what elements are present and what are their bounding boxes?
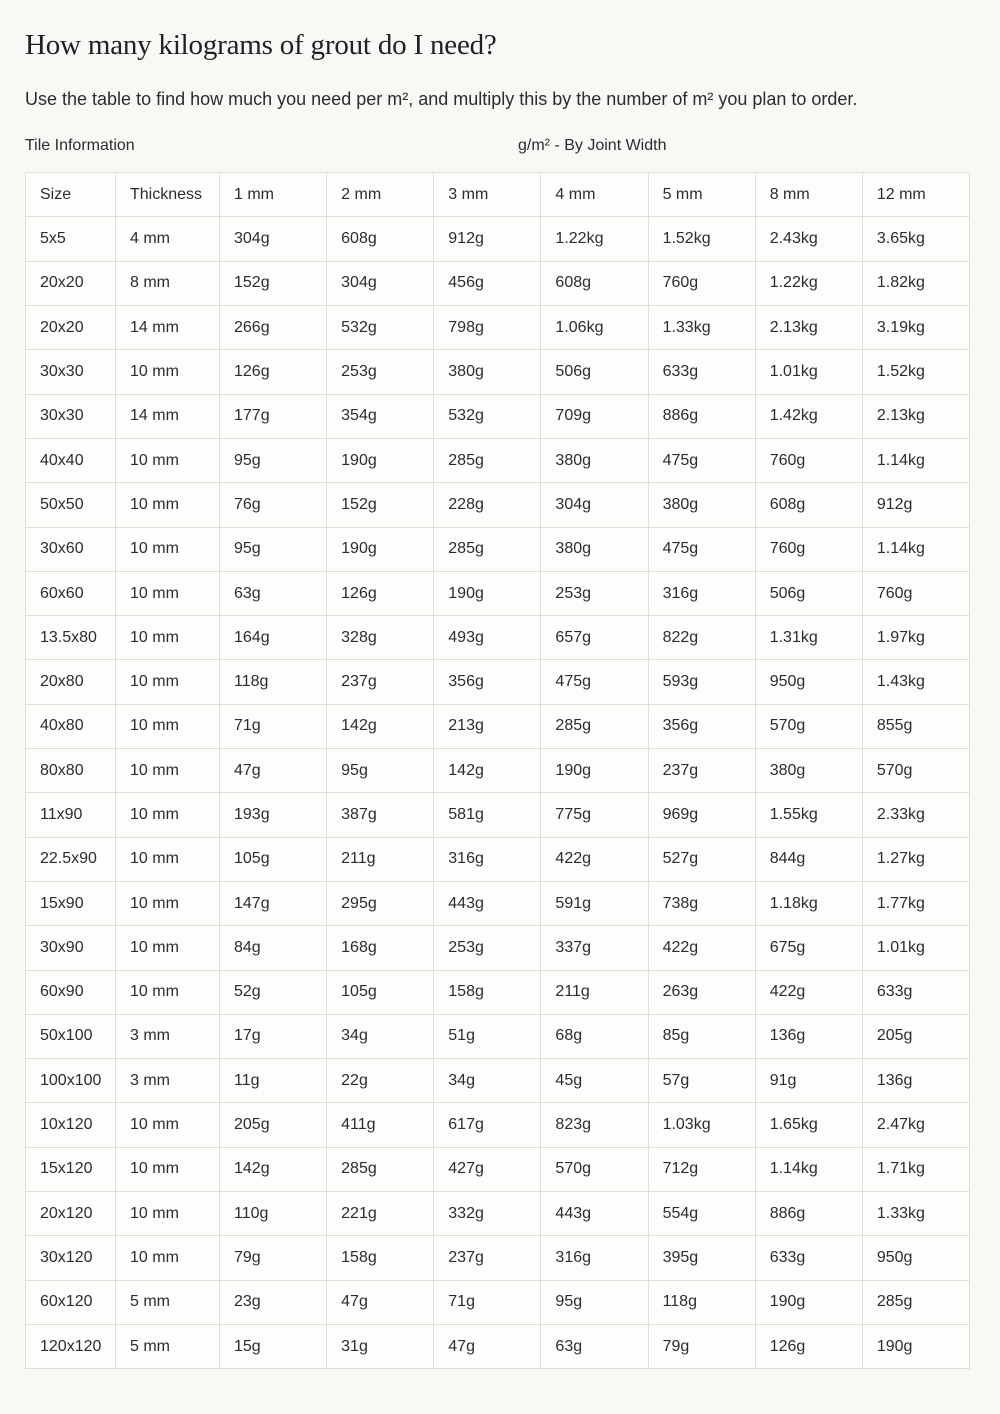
size-cell: 40x40 bbox=[26, 438, 116, 482]
grout-amount-cell: 380g bbox=[755, 749, 862, 793]
grout-amount-cell: 95g bbox=[541, 1280, 648, 1324]
thickness-cell: 10 mm bbox=[116, 527, 220, 571]
grout-amount-cell: 213g bbox=[434, 704, 541, 748]
grout-amount-cell: 328g bbox=[327, 616, 434, 660]
grout-amount-cell: 1.03kg bbox=[648, 1103, 755, 1147]
grout-amount-cell: 1.52kg bbox=[648, 217, 755, 261]
grout-amount-cell: 356g bbox=[434, 660, 541, 704]
grout-amount-cell: 110g bbox=[220, 1192, 327, 1236]
grout-amount-cell: 190g bbox=[541, 749, 648, 793]
grout-amount-cell: 1.43kg bbox=[862, 660, 969, 704]
size-cell: 30x30 bbox=[26, 350, 116, 394]
grout-amount-cell: 633g bbox=[862, 970, 969, 1014]
grout-amount-cell: 211g bbox=[541, 970, 648, 1014]
grout-amount-cell: 190g bbox=[327, 438, 434, 482]
column-header: 4 mm bbox=[541, 173, 648, 217]
grout-amount-cell: 1.97kg bbox=[862, 616, 969, 660]
size-cell: 120x120 bbox=[26, 1324, 116, 1368]
size-cell: 60x90 bbox=[26, 970, 116, 1014]
grout-amount-cell: 760g bbox=[862, 571, 969, 615]
grout-amount-cell: 475g bbox=[648, 527, 755, 571]
size-cell: 40x80 bbox=[26, 704, 116, 748]
thickness-cell: 3 mm bbox=[116, 1059, 220, 1103]
size-cell: 30x60 bbox=[26, 527, 116, 571]
grout-amount-cell: 1.01kg bbox=[862, 926, 969, 970]
grout-amount-cell: 105g bbox=[220, 837, 327, 881]
grout-amount-cell: 142g bbox=[434, 749, 541, 793]
grout-amount-cell: 798g bbox=[434, 306, 541, 350]
table-row bbox=[26, 306, 970, 350]
grout-amount-cell: 1.14kg bbox=[862, 527, 969, 571]
grout-amount-cell: 316g bbox=[434, 837, 541, 881]
column-header: 1 mm bbox=[220, 173, 327, 217]
grout-amount-cell: 136g bbox=[862, 1059, 969, 1103]
thickness-cell: 14 mm bbox=[116, 306, 220, 350]
grout-amount-cell: 126g bbox=[755, 1324, 862, 1368]
grout-amount-cell: 591g bbox=[541, 881, 648, 925]
table-row bbox=[26, 616, 970, 660]
grout-amount-cell: 506g bbox=[755, 571, 862, 615]
table-row bbox=[26, 1147, 970, 1191]
grout-amount-cell: 285g bbox=[434, 527, 541, 571]
size-cell: 15x120 bbox=[26, 1147, 116, 1191]
table-row bbox=[26, 527, 970, 571]
table-labels-row bbox=[25, 137, 970, 157]
grout-amount-cell: 285g bbox=[434, 438, 541, 482]
grout-amount-cell: 304g bbox=[327, 261, 434, 305]
table-row bbox=[26, 970, 970, 1014]
grout-amount-cell: 1.82kg bbox=[862, 261, 969, 305]
grout-amount-cell: 47g bbox=[220, 749, 327, 793]
grout-amount-cell: 387g bbox=[327, 793, 434, 837]
grout-amount-cell: 855g bbox=[862, 704, 969, 748]
table-row bbox=[26, 926, 970, 970]
grout-amount-cell: 886g bbox=[755, 1192, 862, 1236]
grout-amount-cell: 1.18kg bbox=[755, 881, 862, 925]
grout-amount-cell: 11g bbox=[220, 1059, 327, 1103]
grout-amount-cell: 263g bbox=[648, 970, 755, 1014]
grout-amount-cell: 253g bbox=[434, 926, 541, 970]
grout-amount-cell: 237g bbox=[648, 749, 755, 793]
grout-amount-cell: 63g bbox=[220, 571, 327, 615]
grout-amount-cell: 118g bbox=[220, 660, 327, 704]
size-cell: 20x80 bbox=[26, 660, 116, 704]
size-cell: 50x100 bbox=[26, 1014, 116, 1058]
grout-amount-cell: 2.33kg bbox=[862, 793, 969, 837]
grout-amount-cell: 304g bbox=[541, 483, 648, 527]
grout-amount-cell: 316g bbox=[648, 571, 755, 615]
grout-amount-cell: 608g bbox=[755, 483, 862, 527]
grout-amount-cell: 1.71kg bbox=[862, 1147, 969, 1191]
grout-amount-cell: 3.19kg bbox=[862, 306, 969, 350]
grout-amount-cell: 427g bbox=[434, 1147, 541, 1191]
grout-amount-cell: 443g bbox=[541, 1192, 648, 1236]
grout-amount-cell: 136g bbox=[755, 1014, 862, 1058]
grout-amount-cell: 712g bbox=[648, 1147, 755, 1191]
grout-amount-cell: 52g bbox=[220, 970, 327, 1014]
table-head bbox=[26, 173, 970, 217]
table-row bbox=[26, 749, 970, 793]
grout-amount-cell: 532g bbox=[434, 394, 541, 438]
grout-amount-cell: 1.22kg bbox=[755, 261, 862, 305]
table-row bbox=[26, 881, 970, 925]
grout-amount-cell: 2.47kg bbox=[862, 1103, 969, 1147]
size-cell: 30x90 bbox=[26, 926, 116, 970]
grout-amount-cell: 380g bbox=[541, 527, 648, 571]
grout-amount-cell: 506g bbox=[541, 350, 648, 394]
grout-amount-cell: 709g bbox=[541, 394, 648, 438]
grout-amount-cell: 1.22kg bbox=[541, 217, 648, 261]
column-header: 8 mm bbox=[755, 173, 862, 217]
grout-amount-cell: 912g bbox=[434, 217, 541, 261]
grout-amount-cell: 950g bbox=[862, 1236, 969, 1280]
grout-amount-cell: 1.42kg bbox=[755, 394, 862, 438]
grout-amount-cell: 57g bbox=[648, 1059, 755, 1103]
grout-amount-cell: 126g bbox=[327, 571, 434, 615]
grout-amount-cell: 164g bbox=[220, 616, 327, 660]
table-row bbox=[26, 571, 970, 615]
grout-amount-cell: 969g bbox=[648, 793, 755, 837]
grout-amount-cell: 152g bbox=[327, 483, 434, 527]
grout-amount-cell: 337g bbox=[541, 926, 648, 970]
grout-amount-cell: 760g bbox=[755, 527, 862, 571]
grout-amount-cell: 411g bbox=[327, 1103, 434, 1147]
thickness-cell: 10 mm bbox=[116, 1236, 220, 1280]
thickness-cell: 10 mm bbox=[116, 881, 220, 925]
grout-amount-cell: 152g bbox=[220, 261, 327, 305]
grout-amount-cell: 593g bbox=[648, 660, 755, 704]
table-row bbox=[26, 483, 970, 527]
grout-amount-cell: 211g bbox=[327, 837, 434, 881]
table-row bbox=[26, 660, 970, 704]
grout-amount-cell: 493g bbox=[434, 616, 541, 660]
grout-amount-cell: 190g bbox=[755, 1280, 862, 1324]
grout-amount-cell: 844g bbox=[755, 837, 862, 881]
grout-amount-cell: 332g bbox=[434, 1192, 541, 1236]
size-cell: 30x30 bbox=[26, 394, 116, 438]
size-cell: 80x80 bbox=[26, 749, 116, 793]
grout-amount-cell: 63g bbox=[541, 1324, 648, 1368]
size-cell: 20x120 bbox=[26, 1192, 116, 1236]
thickness-cell: 10 mm bbox=[116, 1192, 220, 1236]
grout-amount-cell: 266g bbox=[220, 306, 327, 350]
grout-amount-cell: 570g bbox=[541, 1147, 648, 1191]
table-row bbox=[26, 394, 970, 438]
grout-amount-cell: 570g bbox=[862, 749, 969, 793]
size-cell: 60x60 bbox=[26, 571, 116, 615]
grout-amount-cell: 316g bbox=[541, 1236, 648, 1280]
grout-amount-cell: 34g bbox=[327, 1014, 434, 1058]
size-cell: 60x120 bbox=[26, 1280, 116, 1324]
grout-amount-cell: 1.14kg bbox=[755, 1147, 862, 1191]
grout-amount-cell: 1.52kg bbox=[862, 350, 969, 394]
grout-amount-cell: 34g bbox=[434, 1059, 541, 1103]
grout-amount-cell: 190g bbox=[862, 1324, 969, 1368]
thickness-cell: 10 mm bbox=[116, 704, 220, 748]
thickness-cell: 10 mm bbox=[116, 926, 220, 970]
size-cell: 100x100 bbox=[26, 1059, 116, 1103]
grout-amount-cell: 475g bbox=[648, 438, 755, 482]
column-header: 2 mm bbox=[327, 173, 434, 217]
grout-amount-cell: 380g bbox=[648, 483, 755, 527]
grout-amount-cell: 1.55kg bbox=[755, 793, 862, 837]
table-row bbox=[26, 704, 970, 748]
size-cell: 22.5x90 bbox=[26, 837, 116, 881]
grout-amount-cell: 657g bbox=[541, 616, 648, 660]
grout-amount-cell: 1.77kg bbox=[862, 881, 969, 925]
grout-amount-cell: 380g bbox=[541, 438, 648, 482]
size-cell: 50x50 bbox=[26, 483, 116, 527]
grout-amount-cell: 47g bbox=[327, 1280, 434, 1324]
grout-quantity-table bbox=[25, 172, 970, 1369]
grout-amount-cell: 205g bbox=[220, 1103, 327, 1147]
grout-amount-cell: 422g bbox=[755, 970, 862, 1014]
table-row bbox=[26, 1014, 970, 1058]
grout-amount-cell: 237g bbox=[434, 1236, 541, 1280]
grout-amount-cell: 79g bbox=[648, 1324, 755, 1368]
grout-amount-cell: 15g bbox=[220, 1324, 327, 1368]
grout-amount-cell: 285g bbox=[862, 1280, 969, 1324]
grout-amount-cell: 126g bbox=[220, 350, 327, 394]
header-row bbox=[26, 173, 970, 217]
grout-amount-cell: 168g bbox=[327, 926, 434, 970]
thickness-cell: 10 mm bbox=[116, 1103, 220, 1147]
grout-amount-cell: 31g bbox=[327, 1324, 434, 1368]
column-header: 5 mm bbox=[648, 173, 755, 217]
page-subtitle: Use the table to find how much you need per m², and multiply this by the number of m² you plan to order. bbox=[25, 88, 858, 109]
grout-amount-cell: 253g bbox=[327, 350, 434, 394]
grout-amount-cell: 1.65kg bbox=[755, 1103, 862, 1147]
grout-amount-cell: 1.01kg bbox=[755, 350, 862, 394]
grout-amount-cell: 675g bbox=[755, 926, 862, 970]
thickness-cell: 4 mm bbox=[116, 217, 220, 261]
column-header: Thickness bbox=[116, 173, 220, 217]
grout-amount-cell: 823g bbox=[541, 1103, 648, 1147]
table-row bbox=[26, 350, 970, 394]
grout-amount-cell: 822g bbox=[648, 616, 755, 660]
table-row bbox=[26, 438, 970, 482]
grout-amount-cell: 295g bbox=[327, 881, 434, 925]
grout-amount-cell: 304g bbox=[220, 217, 327, 261]
grout-amount-cell: 190g bbox=[434, 571, 541, 615]
table-row bbox=[26, 793, 970, 837]
grout-amount-cell: 380g bbox=[434, 350, 541, 394]
grout-amount-cell: 51g bbox=[434, 1014, 541, 1058]
grout-amount-cell: 71g bbox=[220, 704, 327, 748]
grout-amount-cell: 570g bbox=[755, 704, 862, 748]
grout-amount-cell: 354g bbox=[327, 394, 434, 438]
table-row bbox=[26, 1280, 970, 1324]
grout-amount-cell: 193g bbox=[220, 793, 327, 837]
column-header: 12 mm bbox=[862, 173, 969, 217]
grout-amount-cell: 71g bbox=[434, 1280, 541, 1324]
grout-amount-cell: 22g bbox=[327, 1059, 434, 1103]
thickness-cell: 10 mm bbox=[116, 616, 220, 660]
grout-amount-cell: 177g bbox=[220, 394, 327, 438]
table-body bbox=[26, 217, 970, 1369]
column-header: Size bbox=[26, 173, 116, 217]
grout-amount-cell: 68g bbox=[541, 1014, 648, 1058]
thickness-cell: 10 mm bbox=[116, 970, 220, 1014]
thickness-cell: 10 mm bbox=[116, 793, 220, 837]
grout-amount-cell: 253g bbox=[541, 571, 648, 615]
thickness-cell: 10 mm bbox=[116, 483, 220, 527]
table-row bbox=[26, 1324, 970, 1368]
thickness-cell: 5 mm bbox=[116, 1324, 220, 1368]
thickness-cell: 10 mm bbox=[116, 438, 220, 482]
grout-amount-cell: 45g bbox=[541, 1059, 648, 1103]
size-cell: 5x5 bbox=[26, 217, 116, 261]
grout-amount-cell: 142g bbox=[220, 1147, 327, 1191]
thickness-cell: 10 mm bbox=[116, 350, 220, 394]
grout-amount-cell: 228g bbox=[434, 483, 541, 527]
grout-amount-cell: 95g bbox=[220, 527, 327, 571]
grout-amount-cell: 738g bbox=[648, 881, 755, 925]
grout-amount-cell: 190g bbox=[327, 527, 434, 571]
thickness-cell: 10 mm bbox=[116, 660, 220, 704]
grout-amount-cell: 47g bbox=[434, 1324, 541, 1368]
grout-amount-cell: 285g bbox=[541, 704, 648, 748]
grout-amount-cell: 79g bbox=[220, 1236, 327, 1280]
thickness-cell: 5 mm bbox=[116, 1280, 220, 1324]
size-cell: 11x90 bbox=[26, 793, 116, 837]
grout-amount-cell: 356g bbox=[648, 704, 755, 748]
grout-amount-cell: 2.13kg bbox=[862, 394, 969, 438]
grout-amount-cell: 285g bbox=[327, 1147, 434, 1191]
thickness-cell: 10 mm bbox=[116, 1147, 220, 1191]
page-title: How many kilograms of grout do I need? bbox=[25, 29, 497, 61]
grout-amount-cell: 1.14kg bbox=[862, 438, 969, 482]
grout-amount-cell: 1.33kg bbox=[648, 306, 755, 350]
grout-amount-cell: 3.65kg bbox=[862, 217, 969, 261]
grout-amount-cell: 91g bbox=[755, 1059, 862, 1103]
thickness-cell: 8 mm bbox=[116, 261, 220, 305]
table-row bbox=[26, 837, 970, 881]
size-cell: 13.5x80 bbox=[26, 616, 116, 660]
grout-amount-cell: 633g bbox=[648, 350, 755, 394]
column-header: 3 mm bbox=[434, 173, 541, 217]
grout-amount-cell: 422g bbox=[648, 926, 755, 970]
grout-amount-cell: 581g bbox=[434, 793, 541, 837]
grout-amount-cell: 23g bbox=[220, 1280, 327, 1324]
grout-amount-cell: 205g bbox=[862, 1014, 969, 1058]
thickness-cell: 14 mm bbox=[116, 394, 220, 438]
size-cell: 20x20 bbox=[26, 261, 116, 305]
grout-amount-cell: 95g bbox=[327, 749, 434, 793]
grout-amount-cell: 617g bbox=[434, 1103, 541, 1147]
grout-amount-cell: 158g bbox=[434, 970, 541, 1014]
tile-information-label: Tile Information bbox=[25, 137, 135, 155]
table-row bbox=[26, 1236, 970, 1280]
size-cell: 15x90 bbox=[26, 881, 116, 925]
grout-amount-cell: 443g bbox=[434, 881, 541, 925]
grout-amount-cell: 221g bbox=[327, 1192, 434, 1236]
joint-width-label: g/m² - By Joint Width bbox=[518, 137, 667, 155]
grout-amount-cell: 475g bbox=[541, 660, 648, 704]
thickness-cell: 10 mm bbox=[116, 571, 220, 615]
grout-amount-cell: 950g bbox=[755, 660, 862, 704]
grout-amount-cell: 17g bbox=[220, 1014, 327, 1058]
grout-amount-cell: 527g bbox=[648, 837, 755, 881]
table-row bbox=[26, 1059, 970, 1103]
thickness-cell: 3 mm bbox=[116, 1014, 220, 1058]
thickness-cell: 10 mm bbox=[116, 837, 220, 881]
grout-amount-cell: 554g bbox=[648, 1192, 755, 1236]
grout-amount-cell: 158g bbox=[327, 1236, 434, 1280]
grout-amount-cell: 608g bbox=[327, 217, 434, 261]
grout-amount-cell: 422g bbox=[541, 837, 648, 881]
grout-amount-cell: 532g bbox=[327, 306, 434, 350]
grout-amount-cell: 142g bbox=[327, 704, 434, 748]
grout-amount-cell: 147g bbox=[220, 881, 327, 925]
grout-amount-cell: 395g bbox=[648, 1236, 755, 1280]
grout-amount-cell: 105g bbox=[327, 970, 434, 1014]
grout-amount-cell: 95g bbox=[220, 438, 327, 482]
grout-amount-cell: 1.27kg bbox=[862, 837, 969, 881]
grout-amount-cell: 775g bbox=[541, 793, 648, 837]
grout-amount-cell: 1.31kg bbox=[755, 616, 862, 660]
grout-amount-cell: 456g bbox=[434, 261, 541, 305]
table-row bbox=[26, 217, 970, 261]
grout-amount-cell: 760g bbox=[648, 261, 755, 305]
grout-amount-cell: 84g bbox=[220, 926, 327, 970]
thickness-cell: 10 mm bbox=[116, 749, 220, 793]
grout-amount-cell: 237g bbox=[327, 660, 434, 704]
grout-amount-cell: 760g bbox=[755, 438, 862, 482]
size-cell: 20x20 bbox=[26, 306, 116, 350]
grout-amount-cell: 1.33kg bbox=[862, 1192, 969, 1236]
grout-amount-cell: 2.43kg bbox=[755, 217, 862, 261]
grout-amount-cell: 1.06kg bbox=[541, 306, 648, 350]
grout-amount-cell: 2.13kg bbox=[755, 306, 862, 350]
grout-amount-cell: 76g bbox=[220, 483, 327, 527]
table-row bbox=[26, 261, 970, 305]
grout-amount-cell: 608g bbox=[541, 261, 648, 305]
grout-amount-cell: 118g bbox=[648, 1280, 755, 1324]
grout-amount-cell: 886g bbox=[648, 394, 755, 438]
size-cell: 10x120 bbox=[26, 1103, 116, 1147]
size-cell: 30x120 bbox=[26, 1236, 116, 1280]
grout-amount-cell: 912g bbox=[862, 483, 969, 527]
grout-amount-cell: 85g bbox=[648, 1014, 755, 1058]
table-row bbox=[26, 1103, 970, 1147]
table-row bbox=[26, 1192, 970, 1236]
grout-amount-cell: 633g bbox=[755, 1236, 862, 1280]
